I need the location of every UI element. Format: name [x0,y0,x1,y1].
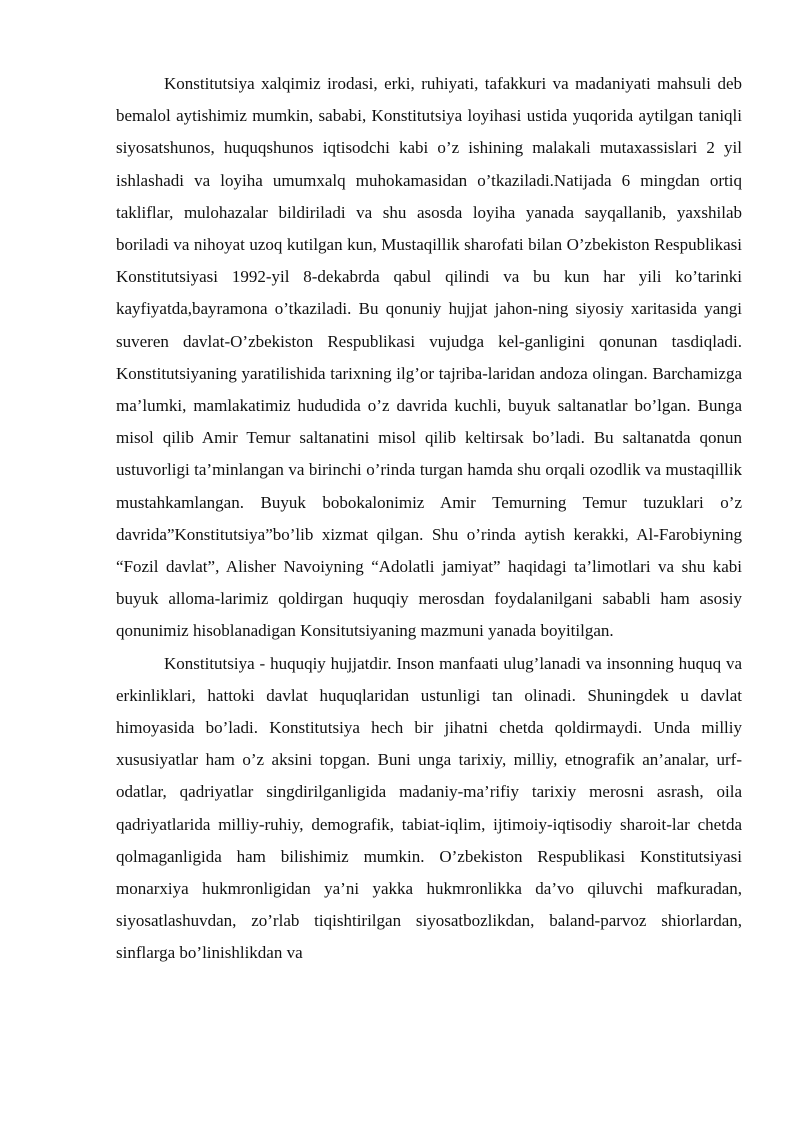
document-page [116,68,742,970]
paragraph-constitution-history: Konstitutsiya xalqimiz irodasi, erki, ruhiyati, tafakkuri va madaniyati mahsuli deb bemalol aytishimiz mumkin, sababi, Konstitutsiya loyihasi ustida yuqorida aytilgan taniqli siyosatshunos, huquqshunos iqtisodchi kabi o’z ishining malakali mutaxassislari 2 yil ishlashadi va loyiha umumxalq muhokamasidan o’tkaziladi.Natijada 6 mingdan ortiq takliflar, mulohazalar bildiriladi va shu asosda loyiha yanada sayqallanib, yaxshilab boriladi va nihoyat uzoq kutilgan kun, Mustaqillik sharofati bilan O’zbekiston Respublikasi Konstitutsiyasi 1992-yil 8-dekabrda qabul qilindi va bu kun har yili ko’tarinki kayfiyatda,bayramona o’tkaziladi. Bu qonuniy hujjat jahon-ning siyosiy xaritasida yangi suveren davlat-O’zbekiston Respublikasi vujudga kel-ganligini qonunan tasdiqladi. Konstitutsiyaning yaratilishida tarixning ilg’or tajriba-laridan andoza olingan. Barchamizga ma’lumki, mamlakatimiz hududida o’z davrida kuchli, buyuk saltanatlar bo’lgan. Bunga misol qilib Amir Temur saltanatini misol qilib keltirsak bo’ladi. Bu saltanatda qonun ustuvorligi ta’minlangan va birinchi o’rinda turgan hamda shu orqali ozodlik va mustaqillik mustahkamlangan. Buyuk bobokalonimiz Amir Temurning Temur tuzuklari o’z davrida”Konstitutsiya”bo’lib xizmat qilgan. Shu o’rinda aytish kerakki, Al-Farobiyning “Fozil davlat”, Alisher Navoiyning “Adolatli jamiyat” haqidagi ta’limotlari va shu kabi buyuk alloma-larimiz qoldirgan huquqiy merosdan foydalanilgani sababli ham asosiy qonunimiz hisoblanadigan Konsitutsiyaning mazmuni yanada boyitilgan. [116,74,742,641]
paragraph-constitution-legal-document: Konstitutsiya - huquqiy hujjatdir. Inson manfaati ulug’lanadi va insonning huquq va erkinliklari, hattoki davlat huquqlaridan ustunligi tan olinadi. Shuningdek u davlat himoyasida bo’ladi. Konstitutsiya hech bir jihatni chetda qoldirmaydi. Unda milliy xususiyatlar ham o’z aksini topgan. Buni unga tarixiy, milliy, etnografik an’analar, urf-odatlar, qadriyatlar singdirilganligida madaniy-ma’rifiy tarixiy merosni asrash, oila qadriyatlarida milliy-ruhiy, demografik, tabiat-iqlim, ijtimoiy-iqtisodiy sharoit-lar chetda qolmaganligida ham bilishimiz mumkin. O’zbekiston Respublikasi Konstitutsiyasi monarxiya hukmronligidan ya’ni yakka hukmronlikka da’vo qiluvchi mafkuradan, siyosatlashuvdan, zo’rlab tiqishtirilgan siyosatbozlikdan, baland-parvoz shiorlardan, sinflarga bo’linishlikdan va [116,653,742,963]
